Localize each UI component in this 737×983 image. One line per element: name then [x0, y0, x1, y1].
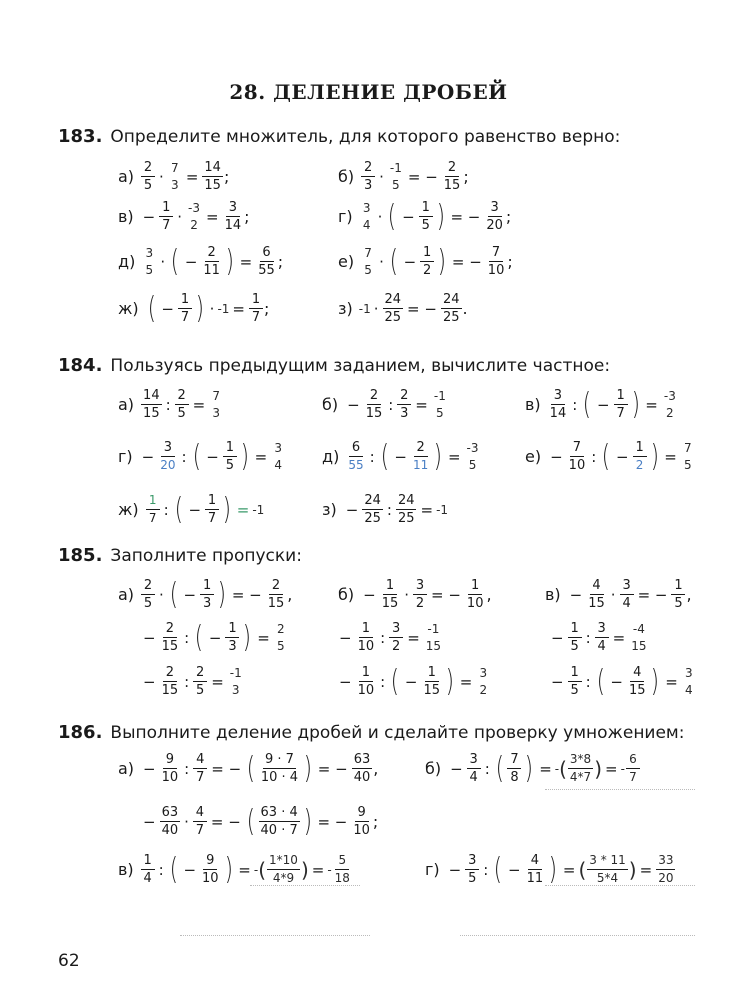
task-183-d: д) 3 5 · ( − $\frac{2}{11}$ ) = $\frac{6}{55}$ ; — [118, 243, 284, 279]
answer-line — [545, 789, 695, 790]
task-183-z: з) -1 · $\frac{24}{25}$ = − $\frac{24}{25}$ . — [338, 292, 468, 325]
task-185-a2: − $\frac{2}{15}$ : ( − $\frac{1}{3}$ ) = 2 5 — [143, 619, 285, 655]
task-184-v: в) 3 14 : ( − $\frac{1}{7}$ ) = -3 2 — [525, 386, 676, 422]
task-185-v3: − $\frac{1}{5}$ : ( − $\frac{4}{15}$ ) = 3 4 — [551, 663, 693, 699]
task-184-d: д) 6 55 : ( − $\frac{2}{11}$ ) = -3 5 — [322, 438, 479, 474]
task-185-v1: в) − $\frac{4}{15}$ · $\frac{3}{4}$ = − $\frac{1}{5}$ , — [545, 578, 692, 611]
task-185-b1: б) − $\frac{1}{15}$ · $\frac{3}{2}$ = − $\frac{1}{10}$ , — [338, 578, 492, 611]
task-184-b: б) − $\frac{2}{15}$ : $\frac{2}{3}$ = -1 5 — [322, 388, 446, 421]
task-text: Определите множитель, для которого равенство верно: — [110, 127, 621, 147]
task-183-g: г) 3 4 · ( − $\frac{1}{5}$ ) = − $\frac{3}{20}$ ; — [338, 198, 512, 234]
answer-line — [460, 935, 695, 936]
task-183-e: е) 7 5 · ( − $\frac{1}{2}$ ) = − $\frac{7}{10}$ ; — [338, 243, 513, 279]
task-186-v: в) 1 4 : ( − $\frac{9}{10}$ ) = - ( 1*10 4*9 ) = - 5 18 — [118, 851, 350, 887]
task-186-a2: − $\frac{63}{40}$ · $\frac{4}{7}$ = − ( 63 · 4 40 · 7 ) = − $\frac{9}{10}$ ; — [143, 803, 379, 839]
task-184-e: е) − $\frac{7}{10}$ : ( − $\frac{1}{2}$ ) = 7 5 — [525, 438, 692, 474]
task-183-a: а) 2 5 · 7 3 = $\frac{14}{15}$ ; — [118, 160, 230, 193]
task-184-heading: 184. Пользуясь предыдущим заданием, вычислите частное: — [58, 355, 611, 376]
task-184-z: з) − $\frac{24}{25}$ : $\frac{24}{25}$ = -1 — [322, 493, 449, 526]
task-184-zh: ж) 1 7 : ( − $\frac{1}{7}$ ) = -1 — [118, 491, 265, 527]
task-183-zh: ж) ( − $\frac{1}{7}$ ) · -1 = $\frac{1}{7}$ ; — [118, 290, 270, 326]
task-185-heading: 185. Заполните пропуски: — [58, 545, 302, 566]
task-185-b3: − $\frac{1}{10}$ : ( − $\frac{1}{15}$ ) = 3 2 — [339, 663, 488, 699]
task-186-heading: 186. Выполните деление дробей и сделайте проверку умножением: — [58, 722, 685, 743]
task-185-a3: − $\frac{2}{15}$ : $\frac{2}{5}$ = -1 3 — [143, 665, 242, 698]
answer-line — [250, 885, 360, 886]
page-number: 62 — [58, 951, 80, 971]
task-184-g: г) − $\frac{3}{20}$ : ( − $\frac{1}{5}$ ) = 3 4 — [118, 438, 282, 474]
task-186-a1: а) − $\frac{9}{10}$ : $\frac{4}{7}$ = − ( 9 · 7 10 · 4 ) = − $\frac{63}{40}$ , — [118, 750, 379, 786]
task-185-v2: − $\frac{1}{5}$ : $\frac{3}{4}$ = -4 15 — [551, 621, 647, 654]
page-title: 28. ДЕЛЕНИЕ ДРОБЕЙ — [229, 80, 508, 104]
task-186-b: б) − $\frac{3}{4}$ : ( 7 8 ) = - ( 3*8 4*7 ) = - 6 7 — [425, 752, 641, 785]
answer-line — [180, 935, 370, 936]
task-186-g: г) − $\frac{3}{5}$ : ( − $\frac{4}{11}$ ) = ( 3 * 11 5*4 ) = $\frac{33}{20}$ — [425, 851, 674, 887]
task-185-a1: а) 2 5 · ( − $\frac{1}{3}$ ) = − $\frac{2}{15}$ , — [118, 576, 293, 612]
task-183-heading — [58, 126, 620, 147]
task-number: 183. — [58, 126, 103, 147]
task-184-a: а) 14 15 : $\frac{2}{5}$ = 7 3 — [118, 388, 221, 421]
task-183-v: в) − $\frac{1}{7}$ · -3 2 = $\frac{3}{14}$ ; — [118, 200, 250, 233]
task-185-b2: − $\frac{1}{10}$ : $\frac{3}{2}$ = -1 15 — [339, 621, 442, 654]
answer-line — [545, 885, 695, 886]
task-183-b: б) 2 3 · -1 5 = − $\frac{2}{15}$ ; — [338, 160, 469, 193]
